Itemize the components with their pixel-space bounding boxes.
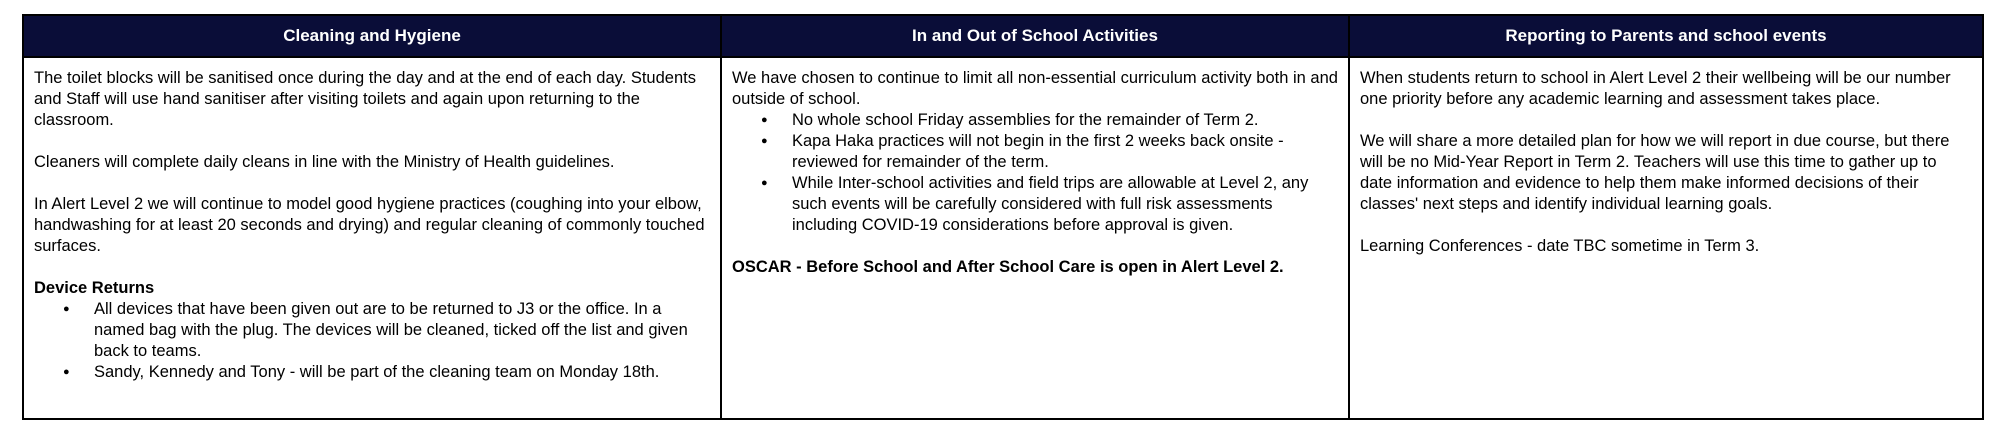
list-item: ● While Inter-school activities and field trips are allowable at Level 2, any such events will be carefully considered with full risk assessments including COVID-19 considerations before approval is given. bbox=[792, 173, 1338, 236]
reporting-cell bbox=[1350, 58, 1982, 418]
list-item: ● All devices that have been given out are to be returned to J3 or the office. In a named bag with the plug. The devices will be cleaned, ticked off the list and given back to teams. bbox=[94, 299, 710, 362]
activities-list bbox=[732, 110, 1338, 236]
body-paragraph: In Alert Level 2 we will continue to model good hygiene practices (coughing into your elbow, handwashing for at least 20 seconds and drying) and regular cleaning of commonly touched surfaces. bbox=[34, 195, 705, 255]
school-activities-cell bbox=[722, 58, 1350, 418]
body-paragraph: We have chosen to continue to limit all non-essential curriculum activity both in and outside of school. bbox=[732, 69, 1338, 108]
info-table bbox=[22, 14, 1984, 420]
body-paragraph: Cleaners will complete daily cleans in line with the Ministry of Health guidelines. bbox=[34, 153, 615, 171]
body-paragraph: When students return to school in Alert Level 2 their wellbeing will be our number one priority before any academic learning and assessment takes place. bbox=[1360, 69, 1951, 108]
body-paragraph: Learning Conferences - date TBC sometime in Term 3. bbox=[1360, 237, 1760, 255]
list-item: ● No whole school Friday assemblies for the remainder of Term 2. bbox=[792, 110, 1338, 131]
device-returns-list bbox=[34, 299, 710, 383]
body-paragraph: The toilet blocks will be sanitised once during the day and at the end of each day. Students and Staff will use hand sanitiser after visiting toilets and again upon returning to the classroom. bbox=[34, 69, 696, 129]
cleaning-hygiene-cell bbox=[24, 58, 722, 418]
list-item: ● Sandy, Kennedy and Tony - will be part of the cleaning team on Monday 18th. bbox=[94, 362, 710, 383]
device-returns-heading: Device Returns bbox=[34, 279, 155, 297]
column-header-cleaning-hygiene: Cleaning and Hygiene bbox=[24, 16, 722, 58]
column-header-reporting: Reporting to Parents and school events bbox=[1350, 16, 1982, 58]
body-paragraph: We will share a more detailed plan for how we will report in due course, but there will be no Mid-Year Report in Term 2. Teachers will use this time to gather up to date information and evidence to help them make informed decisions of their classes' next steps and identify individual learning goals. bbox=[1360, 132, 1950, 213]
column-header-school-activities: In and Out of School Activities bbox=[722, 16, 1350, 58]
list-item: ● Kapa Haka practices will not begin in the first 2 weeks back onsite - reviewed for remainder of the term. bbox=[792, 131, 1338, 173]
oscar-note: OSCAR - Before School and After School Care is open in Alert Level 2. bbox=[732, 258, 1284, 276]
